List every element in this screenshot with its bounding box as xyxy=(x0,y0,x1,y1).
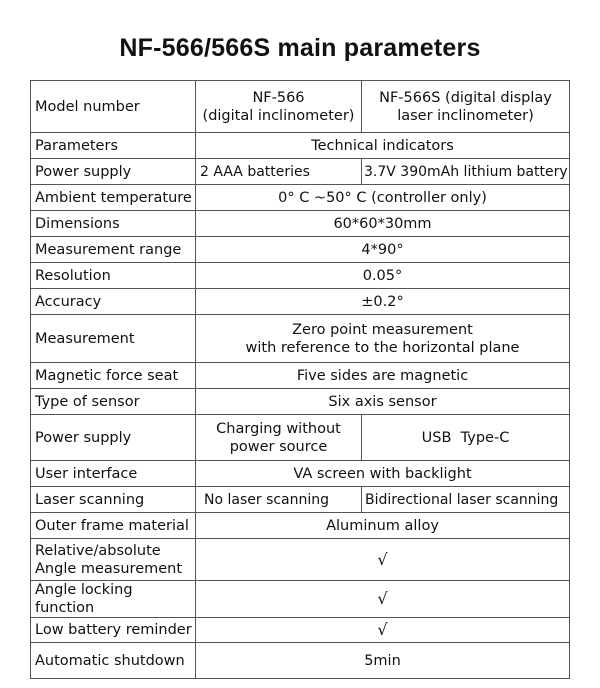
row-label: Power supply xyxy=(31,415,196,461)
row-label: Ambient temperature xyxy=(31,185,196,211)
table-row xyxy=(31,513,570,539)
row-label: Measurement range xyxy=(31,237,196,263)
table-row xyxy=(31,185,570,211)
row-value-nf566s: 3.7V 390mAh lithium battery xyxy=(362,159,570,185)
table-row xyxy=(31,363,570,389)
row-label: Laser scanning xyxy=(31,487,196,513)
table-row xyxy=(31,461,570,487)
checkmark: √ xyxy=(196,581,570,618)
table-row xyxy=(31,211,570,237)
row-value: Five sides are magnetic xyxy=(196,363,570,389)
row-value-nf566: 2 AAA batteries xyxy=(196,159,362,185)
row-label: Measurement xyxy=(31,315,196,363)
row-label: Power supply xyxy=(31,159,196,185)
row-value: 4*90° xyxy=(196,237,570,263)
table-row xyxy=(31,415,570,461)
row-label: Angle locking function xyxy=(31,581,196,618)
row-value: Aluminum alloy xyxy=(196,513,570,539)
row-value: Zero point measurement with reference to the horizontal plane xyxy=(196,315,570,363)
row-label: Dimensions xyxy=(31,211,196,237)
table-row xyxy=(31,487,570,513)
row-label: Outer frame material xyxy=(31,513,196,539)
row-label: Resolution xyxy=(31,263,196,289)
row-value: Technical indicators xyxy=(196,133,570,159)
row-label: Accuracy xyxy=(31,289,196,315)
row-value-nf566: No laser scanning xyxy=(196,487,362,513)
page-title: NF-566/566S main parameters xyxy=(119,34,481,62)
table-row xyxy=(31,263,570,289)
table-row xyxy=(31,539,570,581)
row-value-nf566s: Bidirectional laser scanning xyxy=(362,487,570,513)
row-value: 60*60*30mm xyxy=(196,211,570,237)
row-label: Type of sensor xyxy=(31,389,196,415)
row-value-nf566s: USB Type-C xyxy=(362,415,570,461)
row-value: 0° C ~50° C (controller only) xyxy=(196,185,570,211)
checkmark: √ xyxy=(196,618,570,643)
row-value: ±0.2° xyxy=(196,289,570,315)
table-row xyxy=(31,159,570,185)
header-nf566: NF-566 (digital inclinometer) xyxy=(196,81,362,133)
parameters-table xyxy=(30,80,570,679)
header-nf566s: NF-566S (digital display laser inclinometer) xyxy=(362,81,570,133)
row-value-nf566: Charging without power source xyxy=(196,415,362,461)
row-label: Magnetic force seat xyxy=(31,363,196,389)
row-label: Low battery reminder xyxy=(31,618,196,643)
row-value: VA screen with backlight xyxy=(196,461,570,487)
row-value: 0.05° xyxy=(196,263,570,289)
table-header-row xyxy=(31,81,570,133)
row-label: Parameters xyxy=(31,133,196,159)
table-row xyxy=(31,133,570,159)
row-label: Relative/absolute Angle measurement xyxy=(31,539,196,581)
table-row xyxy=(31,315,570,363)
row-value: Six axis sensor xyxy=(196,389,570,415)
table-row xyxy=(31,581,570,618)
row-value: 5min xyxy=(196,643,570,679)
table-row xyxy=(31,237,570,263)
table-row xyxy=(31,618,570,643)
row-label: User interface xyxy=(31,461,196,487)
table-row xyxy=(31,389,570,415)
table-row xyxy=(31,643,570,679)
header-label: Model number xyxy=(31,81,196,133)
table-row xyxy=(31,289,570,315)
checkmark: √ xyxy=(196,539,570,581)
row-label: Automatic shutdown xyxy=(31,643,196,679)
